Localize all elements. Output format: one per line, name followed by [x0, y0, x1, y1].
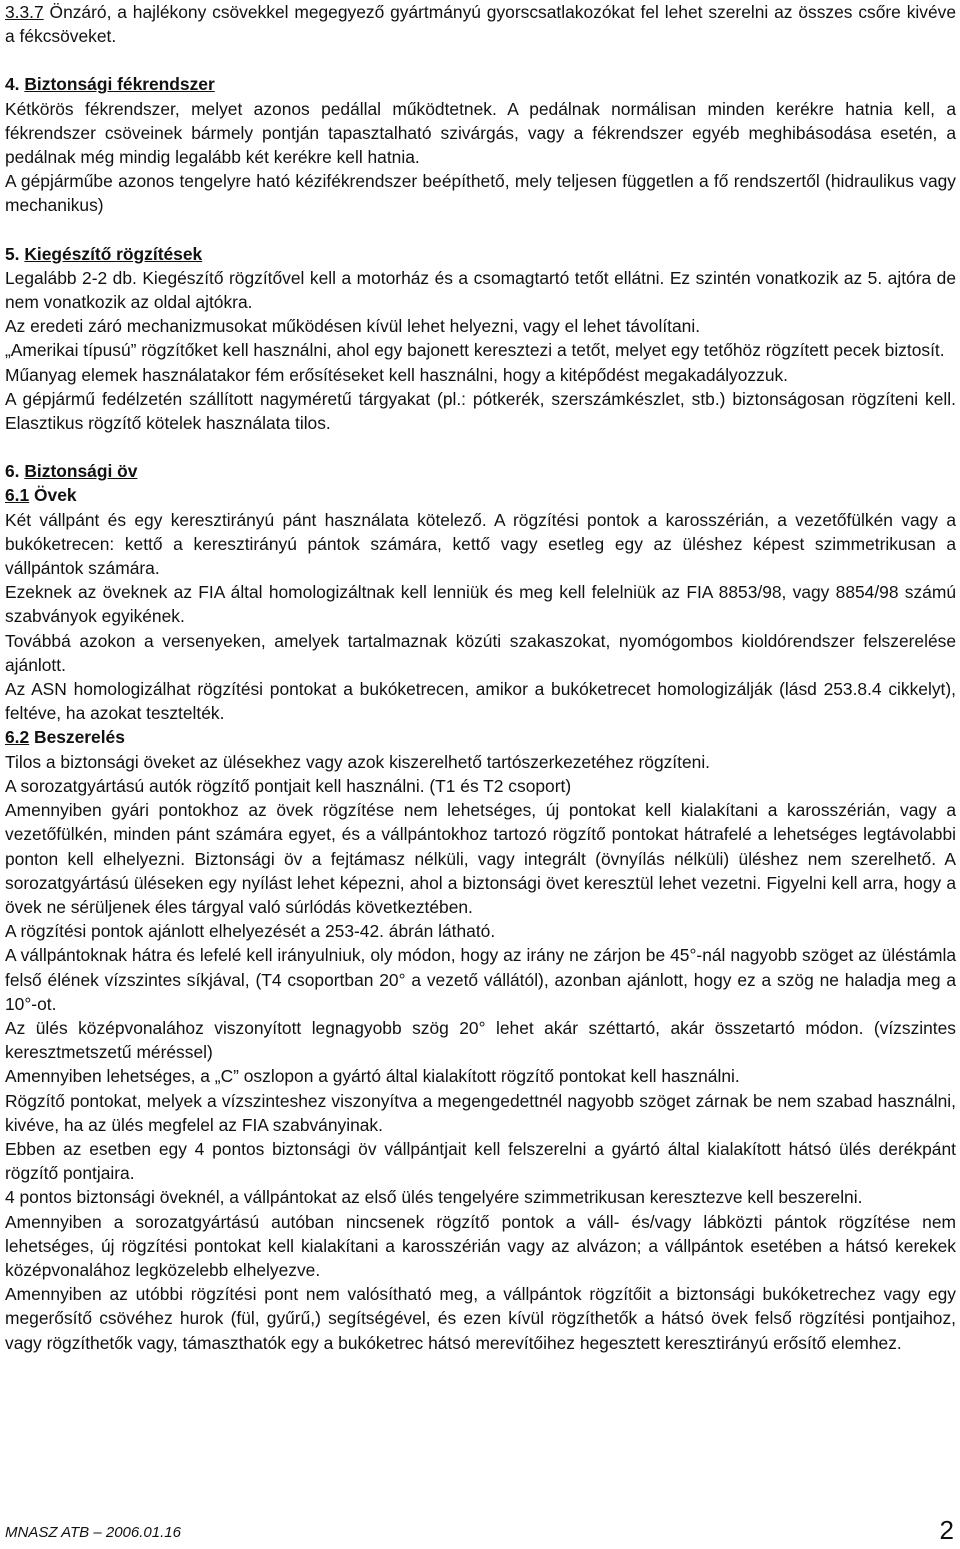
section-3-3-7-paragraph	[5, 0, 956, 48]
section-6-1-number: 6.1	[5, 485, 30, 506]
section-6-1-heading	[5, 483, 956, 507]
page-footer	[0, 1515, 960, 1549]
document-page	[5, 0, 956, 1355]
section-4-title: Biztonsági fékrendszer	[24, 74, 215, 95]
section-6-2-paragraph-9: Ebben az esetben egy 4 pontos biztonsági öv vállpántjait kell felszerelni a gyártó által kialakított hátsó ülés derékpánt rögzítő pontjaira.	[5, 1138, 956, 1184]
section-6-heading	[5, 459, 956, 483]
section-5-paragraph-4: Műanyag elemek használatakor fém erősítéseket kell használni, hogy a kitépődést megakadályozzuk.	[5, 364, 789, 385]
section-6-2-paragraph-3: Amennyiben gyári pontokhoz az övek rögzítése nem lehetséges, új pontokat kell kialakítani a karosszérián, vagy a vezetőfülkén, minden pánt számára egyet, és a vállpántokhoz tartozó rögzítő pontokat hátrafelé a lehetséges legtávolabbi ponton kell elhelyezni. Biztonsági öv a fejtámasz nélküli, vagy integrált (övnyílás nélküli) üléshez nem szerelhető. A sorozatgyártású üléseken egy nyílást lehet képezni, ahol a biztonsági övet keresztül lehet vezetni. Figyelni kell arra, hogy a övek ne sérüljenek éles tárgyal való súrlódás következtében.	[5, 800, 956, 917]
section-6-2-paragraph-7: Amennyiben lehetséges, a „C” oszlopon a gyártó által kialakított rögzítő pontokat kell használni.	[5, 1066, 740, 1087]
page-number: 2	[939, 1515, 954, 1545]
spacer	[5, 218, 956, 242]
section-6-2-heading	[5, 725, 956, 749]
section-5-paragraph-1: Legalább 2-2 db. Kiegészítő rögzítővel kell a motorház és a csomagtartó tetőt ellátni. Ez szintén vonatkozik az 5. ajtóra de nem vonatkozik az oldal ajtókra.	[5, 267, 956, 313]
footer-document-id: MNASZ ATB – 2006.01.16	[5, 1524, 181, 1541]
section-5-heading	[5, 242, 956, 266]
section-6-2-paragraph-10: 4 pontos biztonsági öveknél, a vállpántokat az első ülés tengelyére szimmetrikusan keresztezve kell beszerelni.	[5, 1187, 863, 1208]
section-6-1-paragraph-3: Továbbá azokon a versenyeken, amelyek tartalmaznak közúti szakaszokat, nyomógombos kioldórendszer felszerelése ajánlott.	[5, 630, 956, 675]
section-6-1-paragraph-2: Ezeknek az öveknek az FIA által homologizáltnak kell lenniük és meg kell felelniük az FIA 8853/98, vagy 8854/98 számú szabványok egyikének.	[5, 582, 956, 627]
section-6-2-paragraph-12: Amennyiben az utóbbi rögzítési pont nem valósítható meg, a vállpántok rögzítőit a biztonsági bukóketrechez vagy egy megerősítő csövéhez hurok (fül, gyűrű,) segítségével, és ezen kívül rögzíthetők a hátsó övek felső rögzítési pontjaihoz, vagy rögzíthetők vagy, támaszthatók egy a bukóketrec hátsó merevítőihez hegesztett keresztirányú erősítő elemhez.	[5, 1284, 956, 1353]
section-6-2-paragraph-2: A sorozatgyártású autók rögzítő pontjait kell használni. (T1 és T2 csoport)	[5, 775, 572, 796]
section-4-heading	[5, 72, 956, 96]
section-6-1-paragraph-1: Két vállpánt és egy keresztirányú pánt használata kötelező. A rögzítési pontok a karosszérián, a vezetőfülkén vagy a bukóketrecen: kettő a keresztirányú pántok számára, kettő vagy esetleg egy az üléshez képest szimmetrikusan a vállpántok számára.	[5, 509, 956, 579]
section-5-paragraph-5: A gépjármű fedélzetén szállított nagyméretű tárgyakat (pl.: pótkerék, szerszámkészlet, stb.) biztonságosan rögzíteni kell. Elasztikus rögzítő kötelek használata tilos.	[5, 388, 956, 434]
section-6-2-title: Beszerelés	[29, 727, 125, 748]
section-5-paragraph-3: „Amerikai típusú” rögzítőket kell használni, ahol egy bajonett keresztezi a tetőt, melyet egy tetőhöz rögzített pecek biztosít.	[5, 340, 945, 361]
section-5-number: 5.	[5, 243, 20, 264]
section-5-title: Kiegészítő rögzítések	[24, 243, 203, 264]
section-6-number: 6.	[5, 461, 20, 482]
section-6-2-paragraph-5: A vállpántoknak hátra és lefelé kell irányulniuk, oly módon, hogy az irány ne zárjon be 45°-nál nagyobb szöget az üléstámla felső élének vízszintes síkjával, (T4 csoportban 20° a vezető vállától), azonban ajánlott, hogy ez a szög ne haladja meg a 10°-ot.	[5, 945, 956, 1014]
section-6-2-paragraph-1: Tilos a biztonsági öveket az ülésekhez vagy azok kiszerelhető tartószerkezetéhez rögzíteni.	[5, 751, 711, 772]
section-6-2-paragraph-6: Az ülés középvonalához viszonyított legnagyobb szög 20° lehet akár széttartó, akár összetartó módon. (vízszintes keresztmetszetű méréssel)	[5, 1017, 956, 1063]
section-4-number: 4.	[5, 74, 20, 95]
spacer	[5, 435, 956, 459]
section-3-3-7-text: Önzáró, a hajlékony csövekkel megegyező gyártmányú gyorscsatlakozókat fel lehet szerelni az összes csőre kivéve a fékcsöveket.	[5, 2, 956, 47]
section-6-1-title: Övek	[29, 485, 77, 506]
section-4-paragraph-1: Kétkörös fékrendszer, melyet azonos pedállal működtetnek. A pedálnak normálisan minden kerékre hatnia kell, a fékrendszer csöveinek bármely pontján tapasztalható szivárgás, vagy a fékrendszer egyéb meghibásodása esetén, a pedálnak még mindig legalább két kerékre kell hatnia.	[5, 98, 956, 168]
section-6-2-paragraph-8: Rögzítő pontokat, melyek a vízszinteshez viszonyítva a megengedettnél nagyobb szöget zárnak be nem szabad használni, kivéve, ha az ülés megfelel az FIA szabványinak.	[5, 1090, 956, 1135]
spacer	[5, 48, 956, 72]
section-6-2-number: 6.2	[5, 727, 30, 748]
section-5-paragraph-2: Az eredeti záró mechanizmusokat működésen kívül lehet helyezni, vagy el lehet távolítani.	[5, 316, 701, 337]
section-6-2-paragraph-4: A rögzítési pontok ajánlott elhelyezését a 253-42. ábrán látható.	[5, 921, 496, 942]
section-6-2-paragraph-11: Amennyiben a sorozatgyártású autóban nincsenek rögzítő pontok a váll- és/vagy lábközti pántok rögzítése nem lehetséges, új rögzítési pontokat kell kialakítani a karosszérián vagy az alvázon; a vállpántok esetében a hátsó kerekek középvonalához legközelebb elhelyezve.	[5, 1211, 956, 1280]
section-3-3-7-number: 3.3.7	[5, 2, 44, 22]
section-6-1-paragraph-4: Az ASN homologizálhat rögzítési pontokat a bukóketrecen, amikor a bukóketrecet homologizálják (lásd 253.8.4 cikkelyt), feltéve, ha azokat tesztelték.	[5, 679, 956, 724]
section-4-paragraph-2: A gépjárműbe azonos tengelyre ható kézifékrendszer beépíthető, mely teljesen független a fő rendszertől (hidraulikus vagy mechanikus)	[5, 171, 956, 216]
section-6-title: Biztonsági öv	[24, 461, 138, 482]
